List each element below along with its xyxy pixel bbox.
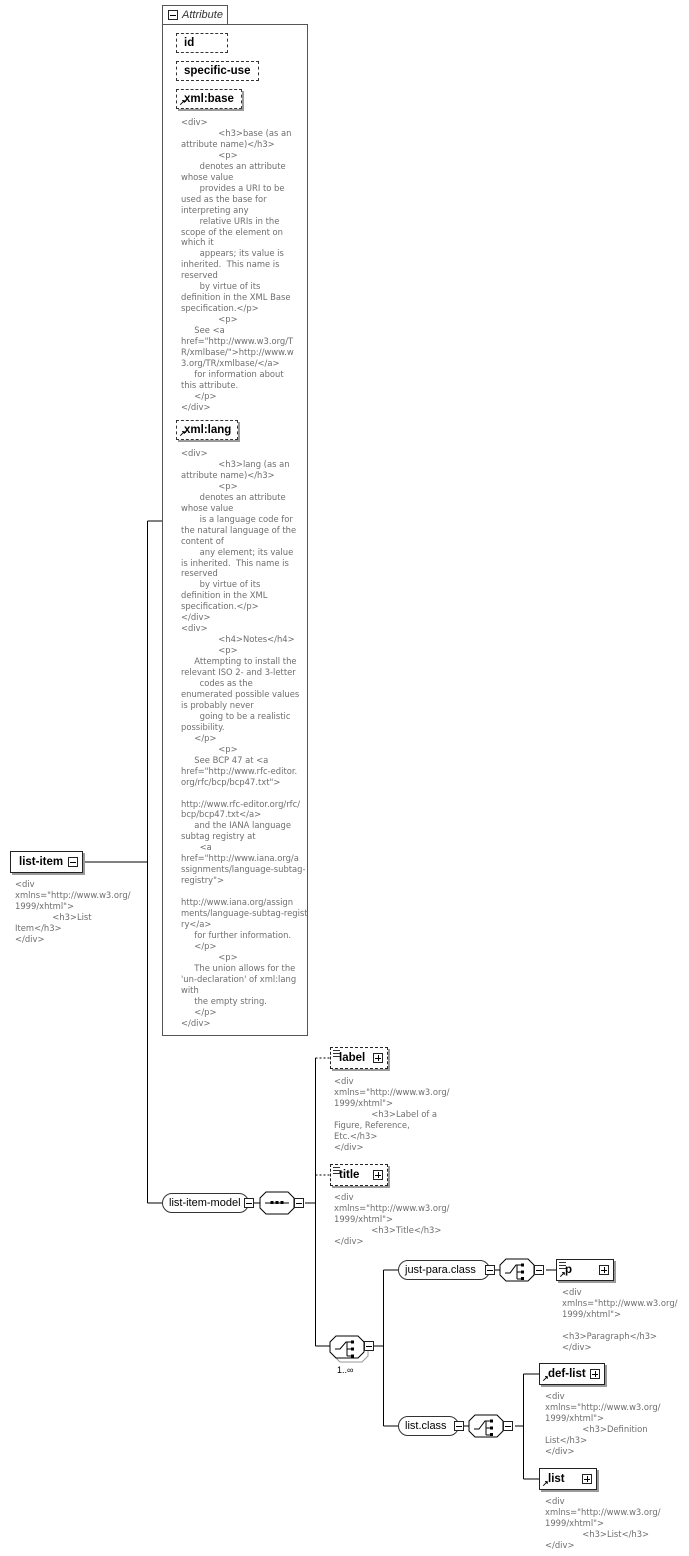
choice-compositor-icon bbox=[500, 1259, 534, 1281]
choice-collapse-toggle-icon[interactable] bbox=[364, 1341, 374, 1351]
reference-arrow-icon: ↗ bbox=[179, 98, 186, 107]
p-documentation: <div xmlns="http://www.w3.org/ 1999/xhtml"> <h3>Paragraph</h3> </div> bbox=[562, 1287, 678, 1352]
attribute-name: xml:base bbox=[184, 93, 234, 105]
element-name: label bbox=[339, 1052, 366, 1064]
choice-compositor-icon bbox=[330, 1336, 368, 1362]
attribute-specific-use[interactable] bbox=[176, 61, 259, 81]
attribute-group-tab[interactable] bbox=[162, 5, 228, 25]
element-name: def-list bbox=[548, 1368, 586, 1380]
choice-collapse-toggle-icon[interactable] bbox=[503, 1421, 513, 1431]
def-list-documentation: <div xmlns="http://www.w3.org/ 1999/xhtml"> <h3>Definition List</h3> </div> bbox=[545, 1391, 661, 1456]
xml-base-documentation: <div> <h3>base (as an attribute name)</h3> <p> denotes an attribute whose value provides a URI to be used as the base for interpreting any relative URIs in the scope of the element on which it appears; its value is inherited. This name is reserved by virtue of its definition in the XML Base specification.</p> <p> See <a href="http://www.w3.org/T R/xmlbase/">http://www.w 3.org/TR/xmlbase/</a> for information about this attribute. </p> </div> bbox=[181, 117, 294, 412]
collapse-toggle-icon[interactable] bbox=[68, 857, 78, 867]
group-list-class[interactable] bbox=[398, 1416, 459, 1436]
title-documentation: <div xmlns="http://www.w3.org/ 1999/xhtml"> <h3>Title</h3> </div> bbox=[334, 1192, 450, 1246]
root-element-list-item[interactable] bbox=[10, 851, 83, 873]
sequence-compositor-icon bbox=[260, 1192, 294, 1214]
xml-lang-documentation: <div> <h3>lang (as an attribute name)</h3> <p> denotes an attribute whose value is a language code for the natural language of the content of any element; its value is inherited. This name is reserved by virtue of its definition in the XML specification.</p> </div> <div> <h4>Notes</h4> <p> Attempting to install the relevant ISO 2- and 3-letter codes as the enumerated possible values is probably never going to be a realistic possibility. </p> <p> See BCP 47 at <a href="http://www.rfc-editor. org/rfc/bcp/bcp47.txt"> http://www.rfc-editor.org/rfc/ bcp/bcp47.txt</a> and the IANA language subtag registry at <a href="http://www.iana.org/a ssignments/language-subtag- registry"> http://www.iana.org/assign ments/language-subtag-regist ry</a> for further information. </p> <p> The union allows for the 'un-declaration' of xml:lang with the empty string. </p> </div> bbox=[181, 448, 308, 1028]
expand-toggle-icon[interactable] bbox=[373, 1170, 383, 1180]
documented-icon bbox=[333, 1050, 340, 1057]
element-name: list-item bbox=[19, 856, 64, 868]
element-name: title bbox=[339, 1169, 360, 1181]
element-name: list bbox=[548, 1473, 565, 1485]
choice-compositor-icon bbox=[469, 1415, 503, 1437]
documented-icon bbox=[333, 1167, 340, 1174]
group-just-para-class[interactable] bbox=[398, 1260, 490, 1280]
reference-arrow-icon: ↗ bbox=[542, 1374, 549, 1383]
expand-toggle-icon[interactable] bbox=[590, 1369, 600, 1379]
attribute-group-label: Attribute bbox=[182, 9, 223, 21]
expand-toggle-icon[interactable] bbox=[373, 1053, 383, 1063]
element-def-list[interactable] bbox=[539, 1363, 605, 1385]
list-documentation: <div xmlns="http://www.w3.org/ 1999/xhtml"> <h3>List</h3> </div> bbox=[545, 1496, 661, 1550]
collapse-toggle-icon[interactable] bbox=[485, 1265, 495, 1275]
attribute-name: xml:lang bbox=[184, 424, 232, 436]
group-name: list-item-model bbox=[169, 1197, 241, 1209]
collapse-toggle-icon[interactable] bbox=[454, 1421, 464, 1431]
collapse-toggle-icon[interactable] bbox=[244, 1198, 254, 1208]
element-list[interactable] bbox=[539, 1468, 597, 1490]
attribute-id[interactable] bbox=[176, 33, 228, 53]
label-documentation: <div xmlns="http://www.w3.org/ 1999/xhtml"> <h3>Label of a Figure, Reference, Etc.</h3> </div> bbox=[334, 1076, 450, 1152]
reference-arrow-icon: ↗ bbox=[542, 1479, 549, 1488]
list-item-documentation: <div xmlns="http://www.w3.org/ 1999/xhtml"> <h3>List Item</h3> </div> bbox=[15, 879, 131, 944]
choice-collapse-toggle-icon[interactable] bbox=[534, 1265, 544, 1275]
expand-toggle-icon[interactable] bbox=[599, 1265, 609, 1275]
occurrence-label: 1..∞ bbox=[337, 1365, 354, 1375]
attribute-xml-lang[interactable] bbox=[176, 420, 238, 440]
group-name: just-para.class bbox=[405, 1264, 476, 1276]
expand-toggle-icon[interactable] bbox=[582, 1474, 592, 1484]
attribute-xml-base[interactable] bbox=[176, 89, 242, 109]
element-p[interactable] bbox=[556, 1259, 614, 1281]
model-group-list-item-model[interactable] bbox=[162, 1193, 249, 1213]
element-label[interactable] bbox=[330, 1047, 388, 1069]
reference-arrow-icon: ↗ bbox=[559, 1270, 566, 1279]
documented-icon bbox=[559, 1262, 566, 1269]
attribute-name: id bbox=[184, 37, 195, 49]
element-name: p bbox=[565, 1264, 573, 1276]
element-title[interactable] bbox=[330, 1164, 388, 1186]
group-name: list.class bbox=[405, 1420, 447, 1432]
reference-arrow-icon: ↗ bbox=[179, 429, 186, 438]
attribute-name: specific-use bbox=[184, 65, 251, 77]
sequence-collapse-toggle-icon[interactable] bbox=[294, 1198, 304, 1208]
collapse-toggle-icon[interactable] bbox=[168, 10, 178, 20]
